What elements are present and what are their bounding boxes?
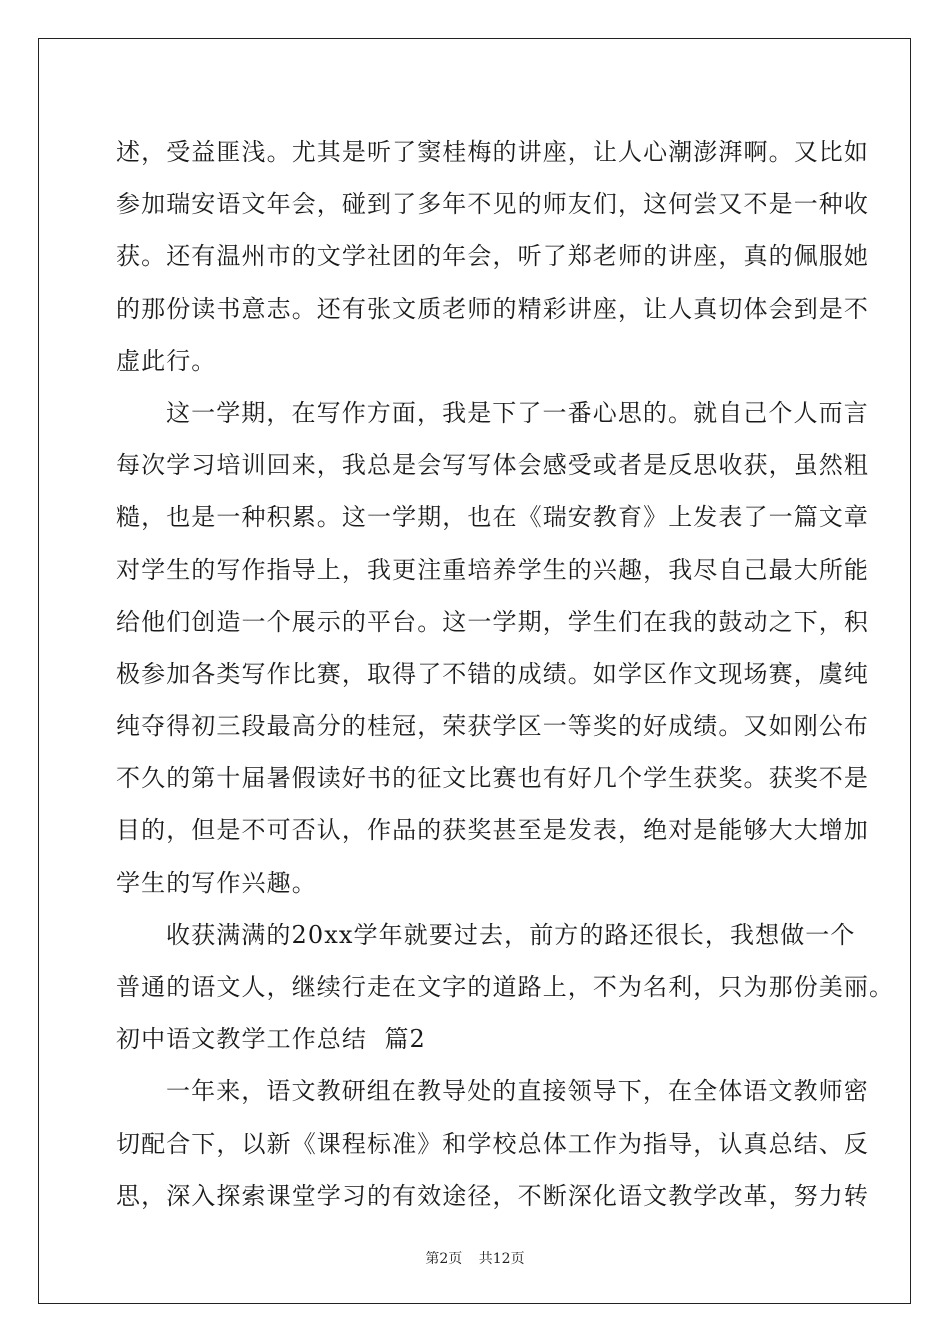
text-line: 思，深入探索课堂学习的有效途径，不断深化语文教学改革，努力转 bbox=[116, 1181, 869, 1210]
text-line: 虚此行。 bbox=[116, 346, 217, 375]
text-line: 切配合下，以新《课程标准》和学校总体工作为指导，认真总结、反 bbox=[116, 1129, 869, 1158]
document-body bbox=[116, 126, 895, 1222]
text-line: 收获满满的20xx学年就要过去，前方的路还很长，我想做一个 bbox=[166, 920, 856, 949]
text-line: 对学生的写作指导上，我更注重培养学生的兴趣，我尽自己最大所能 bbox=[116, 555, 869, 584]
text-line: 述，受益匪浅。尤其是听了窦桂梅的讲座，让人心潮澎湃啊。又比如 bbox=[116, 138, 869, 166]
text-line: 一年来，语文教研组在教导处的直接领导下，在全体语文教师密 bbox=[166, 1077, 869, 1106]
text-line: 纯夺得初三段最高分的桂冠，荣获学区一等奖的好成绩。又如刚公布 bbox=[116, 712, 869, 741]
page-total: 共12页 bbox=[478, 1251, 525, 1267]
section-heading: 初中语文教学工作总结 篇2 bbox=[116, 1025, 426, 1054]
text-line: 极参加各类写作比赛，取得了不错的成绩。如学区作文现场赛，虞纯 bbox=[116, 659, 869, 688]
text-line: 普通的语文人，继续行走在文字的道路上，不为名利，只为那份美丽。 bbox=[116, 973, 895, 1001]
text-line: 目的，但是不可否认，作品的获奖甚至是发表，绝对是能够大大增加 bbox=[116, 816, 869, 845]
text-line: 这一学期，在写作方面，我是下了一番心思的。就自己个人而言 bbox=[166, 398, 869, 427]
text-line: 给他们创造一个展示的平台。这一学期，学生们在我的鼓动之下，积 bbox=[116, 607, 869, 636]
page-footer bbox=[0, 1248, 950, 1268]
text-line: 获。还有温州市的文学社团的年会，听了郑老师的讲座，真的佩服她 bbox=[116, 242, 869, 271]
page-number: 第2页 bbox=[425, 1251, 463, 1267]
text-line: 学生的写作兴趣。 bbox=[116, 868, 317, 897]
text-line: 的那份读书意志。还有张文质老师的精彩讲座，让人真切体会到是不 bbox=[116, 294, 869, 323]
text-line: 不久的第十届暑假读好书的征文比赛也有好几个学生获奖。获奖不是 bbox=[116, 764, 869, 793]
text-line: 每次学习培训回来，我总是会写写体会感受或者是反思收获，虽然粗 bbox=[116, 451, 869, 480]
text-line: 参加瑞安语文年会，碰到了多年不见的师友们，这何尝又不是一种收 bbox=[116, 190, 869, 219]
text-line: 糙，也是一种积累。这一学期，也在《瑞安教育》上发表了一篇文章 bbox=[116, 503, 869, 532]
